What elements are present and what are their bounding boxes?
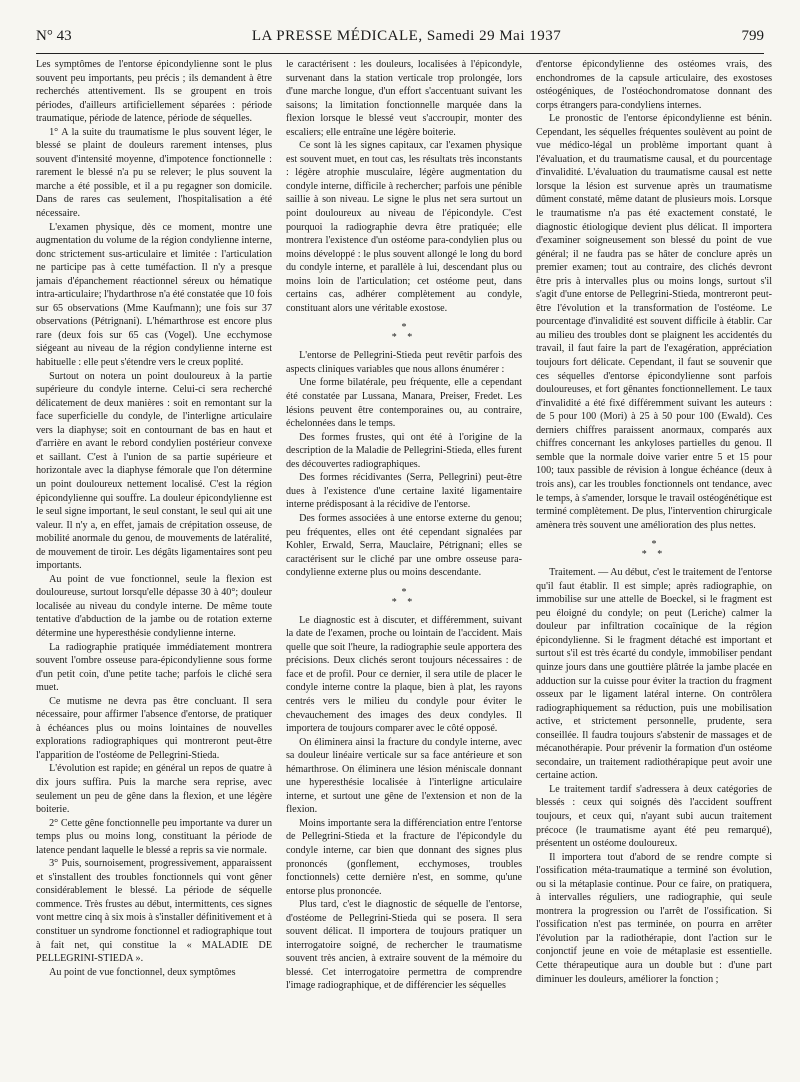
column-3 — [536, 58, 772, 1068]
paragraph: Une forme bilatérale, peu fréquente, elle a cependant été constatée par Lussana, Manara, Preiser, Fredet. Les lésions peuvent être contemporaines ou, au contraire, échelonnées dans le temps. — [286, 377, 522, 430]
page-number: 799 — [741, 28, 764, 44]
paragraph: On éliminera ainsi la fracture du condyle interne, avec sa douleur linéaire verticale sur sa face antérieure et son hémarthrose. On éliminera une lésion méniscale donnant une hyperesthésie localisée à l'interligne articulaire interne, et surtout une gêne de l'extension et non de la flexion. — [286, 736, 522, 816]
paragraph: Le pronostic de l'entorse épicondylienne est bénin. Cependant, les séquelles fréquentes soulèvent au point de vue médico-légal un problème important quant à l'évaluation, et du traumatisme causal, et du pourcentage d'invalidité. L'évaluation du traumatisme causal est nette lorsque la lésion est survenue après un traumatisme dûment constaté, même datant de plusieurs mois. Lorsque le traumatisme n'a pas été exactement constaté, le diagnostic étiologique devient plus délicat. Il importera d'examiner soigneusement son blessé du point de vue général; il ne faudra pas se hâter de conclure après un premier examen; tout au contraire, des clichés devront être pris à intervalles plus ou moins longs, surtout s'il s'agit d'une entorse de Pellegrini-Stieda, montreront peut-être l'évolution et la transformation de l'ostéome. Le pourcentage d'invalidité est souvent difficile à établir. Car au milieu des troubles dont se plaignent les accidentés du travail, il faut faire la part de l'exagération, appréciation toujours fort délicate. Cependant, il faut se souvenir que ces séquelles d'entorse épicondylienne sont parfois douloureuses, et fort gênantes fonctionnellement. Le taux d'invalidité a été fixé différemment suivant les auteurs : de 5 pour 100 (Mori) à 25 à 50 pour 100 (Ewald). Ces derniers chiffres paraissent anormaux, comparés aux chiffres concernant les ankyloses partielles du genou. Il semble que la normale doive varier entre 5 et 15 pour 100; taux passible de révision à longue échéance (deux à trois ans), car les troubles fonctionnels ont tendance, avec le temps, à s'amender, lorsque le travail ostéogénétique est terminé complètement. De plus, l'intervention chirurgicale amènera très souvent une amélioration des plus nettes. — [536, 113, 772, 531]
separator-star: * — [651, 539, 657, 551]
column-1 — [36, 58, 272, 1068]
paragraph: le caractérisent : les douleurs, localisées à l'épicondyle, survenant dans la station verticale trop prolongée, lors d'une marche longue, d'un effort s'accentuant suivant les saisons; la limitation fonctionnelle marquée dans la flexion lorsque le blessé veut s'accroupir, monter des escaliers; elle entraîne une légère boiterie. — [286, 59, 522, 138]
column-2 — [286, 58, 522, 1068]
paragraph: 1° A la suite du traumatisme le plus souvent léger, le blessé se plaint de douleurs rarement intenses, plus souvent d'intensité moyenne, d'impotence fonctionnelle : rarement le blessé n'a pu se relever; le plus souvent la marche a été possible, et il a pu regagner son domicile. Dans de rares cas seulement, l'hospitalisation a été nécessaire. — [36, 126, 272, 220]
paragraph: Traitement. — Au début, c'est le traitement de l'entorse qu'il faut établir. Il est simple; après radiographie, on immobilise sur une attelle de Boeckel, si le fragment est peu éloigné du condyle; on peut (Leriche) calmer la douleur par infiltration cocaïnique de la région épicondylienne. Si le fragment détaché est important et surtout s'il est très écarté du condyle, immobiliser pendant quinze jours dans une gouttière plâtrée la jambe placée en adduction sur la cuisse pour éviter la traction du fragment osseux par le ligament latéral interne. On contrôlera radiographiquement sa réduction, puis une mobilisation active, et strictement personnelle, prudente, sera conseillée. Il faudra toujours s'abstenir de massages et de mécanothérapie. Pour prévenir la formation d'un ostéome secondaire, un traitement radiothérapique peut avoir une certaine action. — [536, 567, 772, 782]
paragraph: Plus tard, c'est le diagnostic de séquelle de l'entorse, d'ostéome de Pellegrini-Stieda qui se posera. Il sera souvent délicat. Il importera de toujours pratiquer un interrogatoire soigné, de rechercher le traumatisme souvent très ancien, à extraire souvent de la mémoire du blessé. Cet interrogatoire permettra de comprendre l'image radiographique, et de différencier les séquelles — [286, 899, 522, 992]
paragraph: L'entorse de Pellegrini-Stieda peut revêtir parfois des aspects cliniques variables que nous allons énumérer : — [286, 350, 522, 375]
section-separator — [286, 588, 522, 608]
paragraph: Surtout on notera un point douloureux à la partie supérieure du condyle interne. Celui-ci sera recherché délicatement de deux manières : soit en remontant sur la face superficielle du condyle, de l'interligne articulaire vers la diaphyse; soit en contournant de bas en haut et d'arrière en avant le rebord condylien postérieur convexe et saillant. C'est à l'union de sa partie supérieure et horizontale avec la diaphyse fémorale que l'on détermine un point douloureux nettement localisé. C'est la région épicondylienne qui souffre. La douleur épicondylienne est le seul signe important, le seul constant, le seul qui ait une valeur. Il n'y a, en effet, jamais de crépitation osseuse, de mobilité anormale du genou, de mouvements de latéralité, de mouvement de tiroir. Les dégâts ligamentaires sont peu importants. — [36, 370, 272, 572]
paragraph: Au point de vue fonctionnel, deux symptômes — [49, 966, 236, 978]
paragraph: Ce mutisme ne devra pas être concluant. Il sera nécessaire, pour affirmer l'absence d'entorse, de pratiquer à échéances plus ou moins lointaines de nouvelles explorations radiographiques qui montreront peut-être l'apparition de l'ostéome de Pellegrini-Stieda. — [36, 695, 272, 761]
section-separator — [536, 540, 772, 560]
article-columns — [36, 58, 772, 1068]
paragraph: L'examen physique, dès ce moment, montre une augmentation du volume de la région condylienne interne, donc strictement sus-articulaire et limitée : l'articulation ne participe pas à cette tuméfaction. Il n'y a presque jamais d'épanchement réactionnel séreux ou hématique intra-articulaire; l'hydarthrose n'a été constatée que 10 fois sur 65 observations (Mme Kaufmann); une fois sur 37 observations (Pétrignani). L'hémarthrose est encore plus rare (deux fois sur 65 cas (Vogel). Une ecchymose siégeant au niveau de la région condylienne interne est habituelle : elle peut s'étendre vers le creux poplité. — [36, 221, 272, 369]
paragraph: Ce sont là les signes capitaux, car l'examen physique est souvent muet, en tout cas, les résultats très inconstants : légère atrophie musculaire, légère augmentation du condyle interne, difficile à rechercher; parfois une pénible saillie à son niveau. Le signe le plus net sera surtout un point douloureux au niveau de l'épicondyle. C'est pourquoi la radiographie devra être pratiquée; elle montrera l'existence d'un ostéome para-condylien plus ou moins développé : le plus souvent allongé le long du bord du condyle interne, et parallèle à lui, descendant plus ou moins loin de l'articulation; cet ostéome peut, dans certains cas, adhérer complètement au condyle, constituant alors une véritable exostose. — [286, 140, 522, 314]
paragraph: 2° Cette gêne fonctionnelle peu importante va durer un temps plus ou moins long, constituant la période de latence pendant laquelle le blessé a repris sa vie normale. — [36, 817, 272, 856]
paragraph: 3° Puis, sournoisement, progressivement, apparaissent et s'installent des troubles fonctionnels qui vont gêner considérablement le blessé. La période de séquelle commence. Très frustes au début, intermittents, ces signes vont mettre cinq à six mois à s'installer définitivement et à constituer un syndrome fonctionnel et radiographique tout à fait net, qui constitue la « MALADIE DE PELLEGRINI-STIEDA ». — [36, 858, 272, 965]
paragraph: Des formes récidivantes (Serra, Pellegrini) peut-être dues à l'existence d'une certaine laxité ligamentaire interne prédisposant à la récidive de l'entorse. — [286, 472, 522, 511]
paragraph: La radiographie pratiquée immédiatement montrera souvent l'ombre osseuse para-épicondylienne sous forme d'un petit coin, d'une petite tache; parfois le cliché sera muet. — [36, 641, 272, 694]
separator-stars: * * — [641, 549, 667, 561]
paragraph: Il importera tout d'abord de se rendre compte si l'ossification méta-traumatique a terminé son évolution, ou si la métaplasie continue. Pour ce faire, on pratiquera, à intervalles réguliers, une radiographie, qui seule montrera la progression ou l'arrêt de l'ossification. Si l'ossification n'est pas terminée, on pourra en arrêter l'évolution par la radiothérapie, dont l'action sur le conjonctif jeune en voie de métaplasie est essentielle. Cette thérapeutique aura un double but : d'une part diminuer les douleurs, améliorer la fonction ; — [536, 851, 772, 985]
paragraph: Moins importante sera la différenciation entre l'entorse de Pellegrini-Stieda et la fracture de l'épicondyle du condyle interne, car bien que donnant des signes plus prononcés (gonflement, ecchymoses, troubles fonctionnels) cette dernière n'est, en somme, qu'une entorse plus prononcée. — [286, 817, 522, 897]
separator-star: * — [401, 322, 407, 334]
paragraph: L'évolution est rapide; en général un repos de quatre à dix jours suffira. Puis la marche sera reprise, avec seulement un peu de gêne dans la flexion, et une légère boiterie. — [36, 763, 272, 816]
paragraph: Au point de vue fonctionnel, seule la flexion est douloureuse, surtout lorsqu'elle dépasse 30 à 40°; douleur localisée au niveau du condyle interne. De même toute tentative d'abduction de la jambe ou de rotation externe détermine une hyperesthésie condylienne interne. — [36, 573, 272, 639]
journal-title — [252, 28, 561, 45]
separator-stars: * * — [391, 596, 417, 608]
paragraph: Le diagnostic est à discuter, et différemment, suivant la date de l'examen, proche ou lointain de l'accident. Mais quelle que soit l'heure, la radiographie seule apportera des précisions. Deux clichés seront toujours nécessaires : de face et de profil. Pour ce dernier, il sera utile de placer le condyle interne contre la plaque, bien à plat, les rayons centrés vers le milieu du condyle pour éviter le chevauchement des images des deux condyles. Il importera de toujours comparer avec le côté opposé. — [286, 614, 522, 735]
issue-date: Samedi 29 Mai 1937 — [426, 28, 562, 44]
paragraph: Les symptômes de l'entorse épicondylienne sont le plus souvent peu importants, peu précis ; ils demandent à être recherchés attentivement. Ils se groupent en trois périodes, d'ailleurs artificiellement séparées : période traumatique, période de latence, période de séquelles. — [36, 59, 272, 125]
issue-number: N° 43 — [36, 28, 72, 44]
page-header — [36, 28, 764, 52]
paragraph: Des formes associées à une entorse externe du genou; peu fréquentes, elles ont été cependant signalées par Kohler, Erwald, Serra, Mauclaire, Pétrignani; elles se caractérisent sur le cliché par une ombre osseuse para-condylienne externe plus ou moins descendante. — [286, 512, 522, 579]
paragraph: d'entorse épicondylienne des ostéomes vrais, des enchondromes de la capsule articulaire, des exostoses ostéogéniques, de l'ostéochondromatose donnant des corps étrangers para-condyliens internes. — [536, 59, 772, 111]
paragraph: Des formes frustes, qui ont été à l'origine de la description de la Maladie de Pellegrini-Stieda, elles furent des découvertes radiographiques. — [286, 431, 522, 470]
paragraph: Le traitement tardif s'adressera à deux catégories de blessés : ceux qui soignés dès l'accident souffrent toujours, et ceux qui, n'ayant subi aucun traitement précoce (le traumatisme ayant été peu remarqué), présentent un ostéome douloureux. — [536, 783, 772, 850]
section-separator — [286, 323, 522, 343]
header-rule — [36, 53, 764, 54]
journal-name: LA PRESSE MÉDICALE, — [251, 28, 423, 44]
separator-stars: * * — [391, 332, 417, 344]
separator-star: * — [401, 586, 407, 598]
